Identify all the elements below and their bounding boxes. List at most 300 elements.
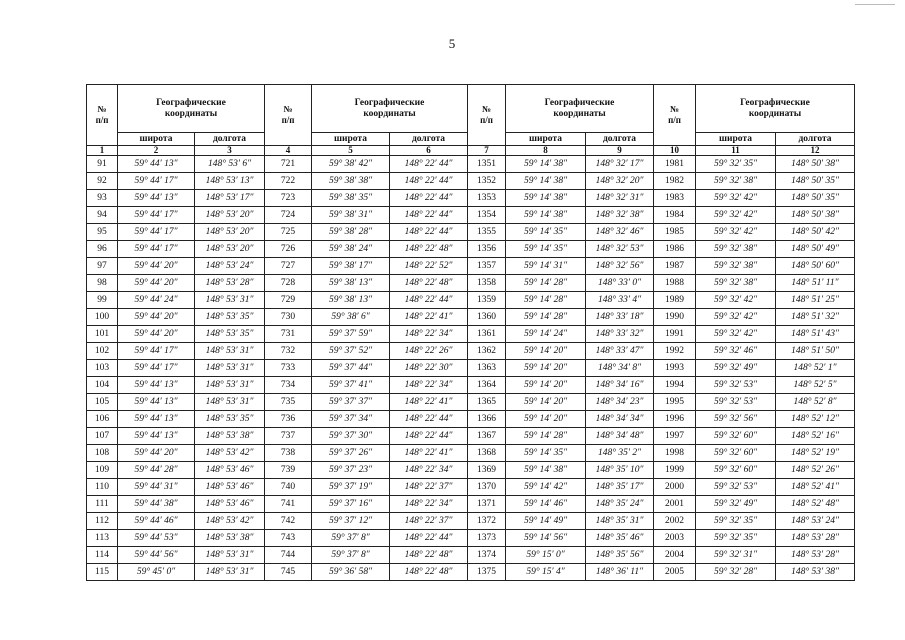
longitude-cell: 148° 52′ 8″ [776,394,855,411]
index-cell: 1354 [468,207,506,224]
latitude-cell: 59° 38′ 35″ [312,190,390,207]
index-cell: 2005 [654,564,696,581]
longitude-cell: 148° 53′ 20″ [195,207,265,224]
longitude-cell: 148° 32′ 38″ [586,207,654,224]
longitude-cell: 148° 50′ 60″ [776,258,855,275]
header-lat-1: широта [118,133,195,146]
column-number: 7 [468,146,506,156]
index-cell: 1987 [654,258,696,275]
coordinates-table [86,84,855,581]
latitude-cell: 59° 37′ 26″ [312,445,390,462]
index-cell: 732 [265,343,312,360]
longitude-cell: 148° 53′ 31″ [195,547,265,564]
latitude-cell: 59° 37′ 19″ [312,479,390,496]
latitude-cell: 59° 14′ 28″ [506,428,586,445]
index-cell: 731 [265,326,312,343]
longitude-cell: 148° 32′ 46″ [586,224,654,241]
longitude-cell: 148° 34′ 8″ [586,360,654,377]
index-cell: 1993 [654,360,696,377]
longitude-cell: 148° 53′ 17″ [195,190,265,207]
table-row [87,190,855,207]
table-row [87,343,855,360]
table-row [87,530,855,547]
index-cell: 94 [87,207,118,224]
column-number: 5 [312,146,390,156]
longitude-cell: 148° 22′ 52″ [390,258,468,275]
table-row [87,496,855,513]
longitude-cell: 148° 53′ 42″ [195,513,265,530]
longitude-cell: 148° 53′ 24″ [195,258,265,275]
latitude-cell: 59° 44′ 13″ [118,156,195,173]
latitude-cell: 59° 32′ 53″ [696,479,776,496]
table-row [87,513,855,530]
longitude-cell: 148° 53′ 46″ [195,479,265,496]
latitude-cell: 59° 14′ 24″ [506,326,586,343]
header-lon-3: долгота [586,133,654,146]
column-number: 8 [506,146,586,156]
header-num-4: № п/п [654,85,696,146]
latitude-cell: 59° 45′ 0″ [118,564,195,581]
longitude-cell: 148° 22′ 26″ [390,343,468,360]
longitude-cell: 148° 22′ 34″ [390,326,468,343]
latitude-cell: 59° 32′ 53″ [696,394,776,411]
index-cell: 736 [265,411,312,428]
latitude-cell: 59° 14′ 20″ [506,394,586,411]
latitude-cell: 59° 15′ 0″ [506,547,586,564]
table-row [87,479,855,496]
index-cell: 102 [87,343,118,360]
header-coords-2: Географические координаты [312,85,468,133]
latitude-cell: 59° 32′ 42″ [696,292,776,309]
index-cell: 745 [265,564,312,581]
longitude-cell: 148° 22′ 37″ [390,479,468,496]
table-row [87,564,855,581]
longitude-cell: 148° 52′ 1″ [776,360,855,377]
index-cell: 1995 [654,394,696,411]
longitude-cell: 148° 22′ 34″ [390,377,468,394]
latitude-cell: 59° 14′ 38″ [506,156,586,173]
longitude-cell: 148° 34′ 48″ [586,428,654,445]
latitude-cell: 59° 37′ 8″ [312,530,390,547]
header-coords-3: Географические координаты [506,85,654,133]
longitude-cell: 148° 32′ 53″ [586,241,654,258]
latitude-cell: 59° 32′ 60″ [696,462,776,479]
longitude-cell: 148° 22′ 44″ [390,224,468,241]
index-cell: 1361 [468,326,506,343]
longitude-cell: 148° 22′ 37″ [390,513,468,530]
latitude-cell: 59° 14′ 20″ [506,377,586,394]
latitude-cell: 59° 32′ 38″ [696,241,776,258]
index-cell: 1367 [468,428,506,445]
longitude-cell: 148° 22′ 34″ [390,496,468,513]
latitude-cell: 59° 32′ 38″ [696,275,776,292]
index-cell: 1356 [468,241,506,258]
latitude-cell: 59° 14′ 35″ [506,445,586,462]
longitude-cell: 148° 22′ 48″ [390,241,468,258]
longitude-cell: 148° 52′ 5″ [776,377,855,394]
latitude-cell: 59° 32′ 35″ [696,513,776,530]
latitude-cell: 59° 32′ 42″ [696,207,776,224]
longitude-cell: 148° 36′ 11″ [586,564,654,581]
longitude-cell: 148° 22′ 48″ [390,275,468,292]
latitude-cell: 59° 14′ 38″ [506,190,586,207]
index-cell: 1375 [468,564,506,581]
index-cell: 1373 [468,530,506,547]
latitude-cell: 59° 38′ 13″ [312,275,390,292]
latitude-cell: 59° 38′ 17″ [312,258,390,275]
longitude-cell: 148° 53′ 24″ [776,513,855,530]
longitude-cell: 148° 53′ 13″ [195,173,265,190]
column-number: 4 [265,146,312,156]
latitude-cell: 59° 38′ 13″ [312,292,390,309]
longitude-cell: 148° 32′ 17″ [586,156,654,173]
index-cell: 1986 [654,241,696,258]
index-cell: 724 [265,207,312,224]
latitude-cell: 59° 38′ 28″ [312,224,390,241]
latitude-cell: 59° 37′ 23″ [312,462,390,479]
longitude-cell: 148° 53′ 31″ [195,292,265,309]
longitude-cell: 148° 53′ 31″ [195,377,265,394]
longitude-cell: 148° 33′ 47″ [586,343,654,360]
longitude-cell: 148° 22′ 44″ [390,530,468,547]
index-cell: 1358 [468,275,506,292]
column-number: 2 [118,146,195,156]
index-cell: 1372 [468,513,506,530]
column-number: 10 [654,146,696,156]
index-cell: 93 [87,190,118,207]
index-cell: 1368 [468,445,506,462]
longitude-cell: 148° 22′ 48″ [390,564,468,581]
index-cell: 105 [87,394,118,411]
table-row [87,173,855,190]
latitude-cell: 59° 44′ 17″ [118,241,195,258]
corner-mark [855,4,895,5]
index-cell: 1363 [468,360,506,377]
index-cell: 739 [265,462,312,479]
longitude-cell: 148° 53′ 38″ [776,564,855,581]
column-number: 11 [696,146,776,156]
latitude-cell: 59° 44′ 13″ [118,428,195,445]
index-cell: 740 [265,479,312,496]
index-cell: 103 [87,360,118,377]
page-number: 5 [448,36,456,51]
latitude-cell: 59° 44′ 17″ [118,360,195,377]
column-number: 3 [195,146,265,156]
latitude-cell: 59° 44′ 13″ [118,190,195,207]
latitude-cell: 59° 14′ 56″ [506,530,586,547]
longitude-cell: 148° 53′ 31″ [195,343,265,360]
longitude-cell: 148° 52′ 19″ [776,445,855,462]
index-cell: 725 [265,224,312,241]
table-row [87,326,855,343]
table-row [87,224,855,241]
longitude-cell: 148° 52′ 26″ [776,462,855,479]
latitude-cell: 59° 14′ 20″ [506,343,586,360]
latitude-cell: 59° 32′ 49″ [696,496,776,513]
index-cell: 92 [87,173,118,190]
longitude-cell: 148° 35′ 24″ [586,496,654,513]
latitude-cell: 59° 44′ 46″ [118,513,195,530]
index-cell: 1983 [654,190,696,207]
longitude-cell: 148° 50′ 38″ [776,207,855,224]
latitude-cell: 59° 44′ 31″ [118,479,195,496]
index-cell: 101 [87,326,118,343]
table-row [87,241,855,258]
header-lat-2: широта [312,133,390,146]
index-cell: 1985 [654,224,696,241]
longitude-cell: 148° 51′ 11″ [776,275,855,292]
table-row [87,411,855,428]
longitude-cell: 148° 53′ 28″ [195,275,265,292]
index-cell: 1990 [654,309,696,326]
latitude-cell: 59° 37′ 12″ [312,513,390,530]
table-body [87,156,855,581]
table-row [87,445,855,462]
index-cell: 1989 [654,292,696,309]
longitude-cell: 148° 50′ 38″ [776,156,855,173]
index-cell: 2002 [654,513,696,530]
latitude-cell: 59° 44′ 38″ [118,496,195,513]
header-lon-4: долгота [776,133,855,146]
latitude-cell: 59° 32′ 38″ [696,258,776,275]
table-row [87,360,855,377]
index-cell: 1999 [654,462,696,479]
longitude-cell: 148° 22′ 41″ [390,394,468,411]
index-cell: 98 [87,275,118,292]
longitude-cell: 148° 51′ 50″ [776,343,855,360]
latitude-cell: 59° 38′ 42″ [312,156,390,173]
longitude-cell: 148° 50′ 35″ [776,173,855,190]
index-cell: 114 [87,547,118,564]
header-row-column-numbers [87,146,855,156]
latitude-cell: 59° 32′ 42″ [696,224,776,241]
index-cell: 112 [87,513,118,530]
longitude-cell: 148° 35′ 2″ [586,445,654,462]
longitude-cell: 148° 52′ 41″ [776,479,855,496]
header-lon-2: долгота [390,133,468,146]
column-number: 1 [87,146,118,156]
latitude-cell: 59° 14′ 38″ [506,207,586,224]
longitude-cell: 148° 22′ 44″ [390,292,468,309]
index-cell: 107 [87,428,118,445]
latitude-cell: 59° 37′ 44″ [312,360,390,377]
latitude-cell: 59° 32′ 60″ [696,428,776,445]
longitude-cell: 148° 35′ 31″ [586,513,654,530]
latitude-cell: 59° 37′ 37″ [312,394,390,411]
latitude-cell: 59° 44′ 20″ [118,309,195,326]
latitude-cell: 59° 44′ 17″ [118,207,195,224]
index-cell: 106 [87,411,118,428]
latitude-cell: 59° 44′ 24″ [118,292,195,309]
longitude-cell: 148° 53′ 35″ [195,309,265,326]
latitude-cell: 59° 38′ 31″ [312,207,390,224]
coordinates-table-container [86,84,854,581]
longitude-cell: 148° 53′ 46″ [195,462,265,479]
header-lat-4: широта [696,133,776,146]
index-cell: 1366 [468,411,506,428]
longitude-cell: 148° 35′ 17″ [586,479,654,496]
latitude-cell: 59° 32′ 28″ [696,564,776,581]
longitude-cell: 148° 51′ 43″ [776,326,855,343]
index-cell: 113 [87,530,118,547]
longitude-cell: 148° 53′ 31″ [195,394,265,411]
latitude-cell: 59° 37′ 59″ [312,326,390,343]
latitude-cell: 59° 14′ 28″ [506,309,586,326]
index-cell: 1357 [468,258,506,275]
latitude-cell: 59° 37′ 16″ [312,496,390,513]
latitude-cell: 59° 32′ 60″ [696,445,776,462]
table-row [87,275,855,292]
index-cell: 1996 [654,411,696,428]
index-cell: 1374 [468,547,506,564]
latitude-cell: 59° 32′ 56″ [696,411,776,428]
latitude-cell: 59° 32′ 31″ [696,547,776,564]
longitude-cell: 148° 22′ 30″ [390,360,468,377]
index-cell: 1359 [468,292,506,309]
index-cell: 2001 [654,496,696,513]
index-cell: 1991 [654,326,696,343]
table-row [87,394,855,411]
table-row [87,309,855,326]
table-row [87,462,855,479]
longitude-cell: 148° 35′ 46″ [586,530,654,547]
latitude-cell: 59° 37′ 30″ [312,428,390,445]
longitude-cell: 148° 34′ 16″ [586,377,654,394]
latitude-cell: 59° 44′ 20″ [118,445,195,462]
index-cell: 1360 [468,309,506,326]
latitude-cell: 59° 44′ 28″ [118,462,195,479]
latitude-cell: 59° 32′ 42″ [696,190,776,207]
latitude-cell: 59° 38′ 38″ [312,173,390,190]
longitude-cell: 148° 34′ 34″ [586,411,654,428]
latitude-cell: 59° 38′ 6″ [312,309,390,326]
header-num-3: № п/п [468,85,506,146]
latitude-cell: 59° 44′ 13″ [118,394,195,411]
longitude-cell: 148° 22′ 44″ [390,428,468,445]
table-row [87,156,855,173]
longitude-cell: 148° 52′ 12″ [776,411,855,428]
header-num-2: № п/п [265,85,312,146]
latitude-cell: 59° 14′ 35″ [506,241,586,258]
index-cell: 1982 [654,173,696,190]
index-cell: 728 [265,275,312,292]
index-cell: 111 [87,496,118,513]
index-cell: 730 [265,309,312,326]
longitude-cell: 148° 53′ 46″ [195,496,265,513]
index-cell: 1365 [468,394,506,411]
index-cell: 742 [265,513,312,530]
longitude-cell: 148° 52′ 16″ [776,428,855,445]
longitude-cell: 148° 53′ 38″ [195,428,265,445]
index-cell: 97 [87,258,118,275]
index-cell: 727 [265,258,312,275]
longitude-cell: 148° 33′ 32″ [586,326,654,343]
latitude-cell: 59° 32′ 35″ [696,156,776,173]
latitude-cell: 59° 44′ 13″ [118,411,195,428]
latitude-cell: 59° 44′ 56″ [118,547,195,564]
longitude-cell: 148° 33′ 4″ [586,292,654,309]
longitude-cell: 148° 34′ 23″ [586,394,654,411]
latitude-cell: 59° 44′ 17″ [118,173,195,190]
longitude-cell: 148° 50′ 42″ [776,224,855,241]
index-cell: 729 [265,292,312,309]
latitude-cell: 59° 38′ 24″ [312,241,390,258]
latitude-cell: 59° 32′ 53″ [696,377,776,394]
index-cell: 1351 [468,156,506,173]
latitude-cell: 59° 36′ 58″ [312,564,390,581]
longitude-cell: 148° 22′ 44″ [390,173,468,190]
longitude-cell: 148° 53′ 31″ [195,564,265,581]
latitude-cell: 59° 15′ 4″ [506,564,586,581]
longitude-cell: 148° 53′ 20″ [195,241,265,258]
latitude-cell: 59° 14′ 38″ [506,173,586,190]
latitude-cell: 59° 14′ 28″ [506,292,586,309]
index-cell: 95 [87,224,118,241]
longitude-cell: 148° 22′ 44″ [390,156,468,173]
index-cell: 734 [265,377,312,394]
longitude-cell: 148° 22′ 41″ [390,309,468,326]
index-cell: 735 [265,394,312,411]
latitude-cell: 59° 14′ 31″ [506,258,586,275]
latitude-cell: 59° 44′ 17″ [118,224,195,241]
longitude-cell: 148° 53′ 28″ [776,530,855,547]
index-cell: 91 [87,156,118,173]
index-cell: 109 [87,462,118,479]
index-cell: 104 [87,377,118,394]
header-num-1: № п/п [87,85,118,146]
longitude-cell: 148° 50′ 49″ [776,241,855,258]
index-cell: 108 [87,445,118,462]
latitude-cell: 59° 14′ 38″ [506,462,586,479]
header-lat-3: широта [506,133,586,146]
latitude-cell: 59° 44′ 20″ [118,258,195,275]
longitude-cell: 148° 32′ 56″ [586,258,654,275]
longitude-cell: 148° 33′ 18″ [586,309,654,326]
index-cell: 722 [265,173,312,190]
longitude-cell: 148° 51′ 32″ [776,309,855,326]
latitude-cell: 59° 32′ 38″ [696,173,776,190]
longitude-cell: 148° 53′ 35″ [195,326,265,343]
latitude-cell: 59° 44′ 20″ [118,275,195,292]
latitude-cell: 59° 37′ 52″ [312,343,390,360]
index-cell: 2004 [654,547,696,564]
index-cell: 1370 [468,479,506,496]
table-row [87,547,855,564]
longitude-cell: 148° 52′ 48″ [776,496,855,513]
index-cell: 721 [265,156,312,173]
longitude-cell: 148° 53′ 38″ [195,530,265,547]
latitude-cell: 59° 14′ 20″ [506,360,586,377]
index-cell: 100 [87,309,118,326]
latitude-cell: 59° 32′ 35″ [696,530,776,547]
longitude-cell: 148° 22′ 48″ [390,547,468,564]
column-number: 6 [390,146,468,156]
index-cell: 741 [265,496,312,513]
latitude-cell: 59° 37′ 8″ [312,547,390,564]
latitude-cell: 59° 32′ 49″ [696,360,776,377]
latitude-cell: 59° 14′ 46″ [506,496,586,513]
index-cell: 1364 [468,377,506,394]
index-cell: 737 [265,428,312,445]
index-cell: 1988 [654,275,696,292]
longitude-cell: 148° 35′ 56″ [586,547,654,564]
longitude-cell: 148° 22′ 44″ [390,190,468,207]
longitude-cell: 148° 53′ 28″ [776,547,855,564]
latitude-cell: 59° 14′ 49″ [506,513,586,530]
longitude-cell: 148° 53′ 42″ [195,445,265,462]
longitude-cell: 148° 22′ 44″ [390,207,468,224]
latitude-cell: 59° 32′ 42″ [696,309,776,326]
